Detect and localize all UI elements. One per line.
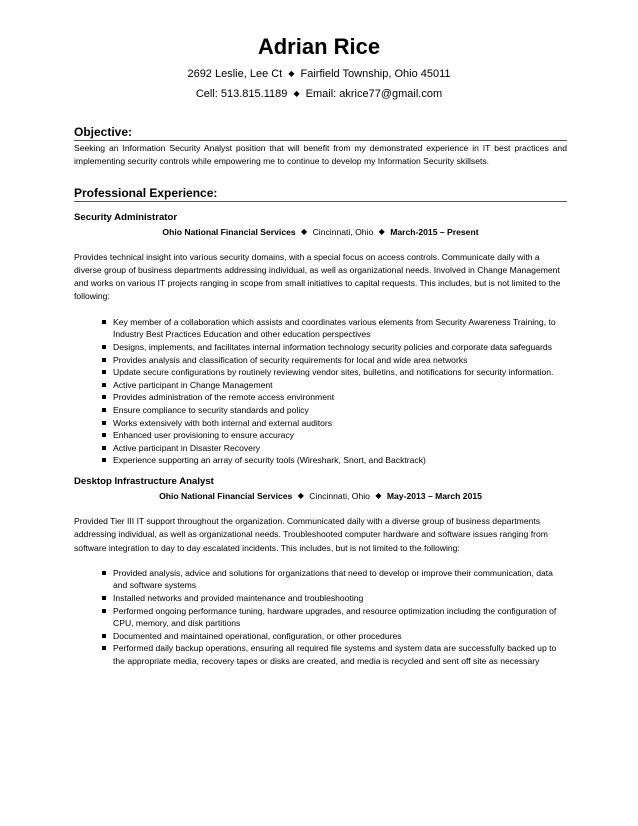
bullet-item	[102, 605, 567, 630]
separator-diamond-icon: ◆	[297, 490, 304, 500]
job-company: Ohio National Financial Services	[159, 490, 293, 501]
cell-phone: Cell: 513.815.1189	[195, 88, 288, 100]
separator-diamond-icon: ◆	[293, 89, 300, 98]
square-bullet-icon	[102, 408, 106, 412]
square-bullet-icon	[102, 345, 106, 349]
objective-text: Seeking an Information Security Analyst position that will benefit from my demonstrated experience in IT best practices and implementing security controls while empowering me to continue to develop my Information Security skillsets.	[74, 143, 567, 167]
job-location: Cincinnati, Ohio	[309, 490, 370, 501]
email-address: Email: akrice77@gmail.com	[305, 88, 443, 100]
bullet-text: Ensure compliance to security standards and policy	[113, 404, 309, 415]
square-bullet-icon	[102, 446, 106, 450]
contact-line	[0, 84, 638, 104]
job-description: Provides technical insight into various security domains, with a special focus on access controls. Communicate daily with a diverse group of business departments addressing individual, as well as organizational needs. Involved in Change Management and works on various IT projects ranging in scope from small initiatives to capital requests. This includes, but is not limited to the following:	[74, 251, 561, 302]
square-bullet-icon	[102, 433, 106, 437]
street-address: 2692 Leslie, Lee Ct	[187, 68, 283, 80]
job-entry	[74, 475, 567, 668]
separator-diamond-icon: ◆	[301, 226, 308, 236]
job-description: Provided Tier III IT support throughout the organization. Communicated daily with a diverse group of business departments addressing individual, as well as organizational needs. Troubleshooted computer hardware and software issues ranging from software integration to day to day escalated incidents. This includes, but is not limited to the following:	[74, 515, 548, 553]
separator-diamond-icon: ◆	[375, 490, 382, 500]
resume-body	[74, 125, 567, 668]
bullet-text: Provides administration of the remote access environment	[113, 392, 335, 403]
job-location: Cincinnati, Ohio	[312, 226, 374, 237]
job-entry	[74, 211, 567, 467]
square-bullet-icon	[102, 458, 106, 462]
bullet-item	[102, 366, 567, 379]
bullet-text: Active participant in Disaster Recovery	[113, 442, 261, 453]
square-bullet-icon	[102, 395, 106, 399]
bullet-text: Performed daily backup operations, ensuring all required file systems and system data are successfully backed up to the appropriate media, recovery tapes or disks are created, and media is recycled and sent off site as necessary	[113, 643, 557, 666]
bullet-text: Enhanced user provisioning to ensure accuracy	[113, 430, 295, 441]
bullet-text: Key member of a collaboration which assists and coordinates various elements from Security Awareness Training, to Industry Best Practices Education and other education perspectives	[113, 316, 556, 340]
resume-header	[0, 0, 638, 104]
job-meta	[74, 225, 567, 239]
bullet-text: Active participant in Change Management	[113, 379, 273, 390]
bullet-item	[102, 354, 567, 367]
bullet-item	[102, 592, 567, 605]
bullet-item	[102, 642, 567, 667]
bullet-item	[102, 454, 567, 467]
bullet-item	[102, 391, 567, 404]
bullet-item	[102, 316, 567, 341]
square-bullet-icon	[102, 646, 106, 650]
bullet-item	[102, 630, 567, 643]
square-bullet-icon	[102, 609, 106, 613]
bullet-text: Works extensively with both internal and external auditors	[113, 417, 333, 428]
square-bullet-icon	[102, 421, 106, 425]
bullet-text: Update secure configurations by routinely reviewing vendor sites, bulletins, and notifications for security information.	[113, 367, 554, 378]
square-bullet-icon	[102, 571, 106, 575]
bullet-text: Installed networks and provided maintenance and troubleshooting	[113, 592, 364, 603]
bullet-item	[102, 404, 567, 417]
objective-heading: Objective:	[74, 125, 567, 141]
square-bullet-icon	[102, 320, 106, 324]
job-meta	[74, 489, 567, 503]
city-state-zip: Fairfield Township, Ohio 45011	[300, 68, 451, 80]
bullet-item	[102, 429, 567, 442]
bullet-text: Documented and maintained operational, configuration, or other procedures	[113, 630, 402, 641]
job-bullet-list	[74, 567, 567, 668]
square-bullet-icon	[102, 596, 106, 600]
bullet-item	[102, 379, 567, 392]
bullet-text: Performed ongoing performance tuning, hardware upgrades, and resource optimization including the configuration of CPU, memory, and disk partitions	[113, 605, 557, 629]
experience-heading: Professional Experience:	[74, 186, 567, 202]
job-title: Desktop Infrastructure Analyst	[74, 475, 214, 487]
bullet-item	[102, 567, 567, 592]
job-bullet-list	[74, 316, 567, 467]
job-company: Ohio National Financial Services	[162, 226, 296, 237]
job-dates: March-2015 – Present	[390, 226, 479, 237]
square-bullet-icon	[102, 358, 106, 362]
separator-diamond-icon: ◆	[378, 226, 385, 236]
candidate-name: Adrian Rice	[257, 34, 381, 59]
square-bullet-icon	[102, 634, 106, 638]
address-line	[0, 64, 638, 84]
separator-diamond-icon: ◆	[288, 69, 295, 78]
job-title: Security Administrator	[74, 211, 178, 223]
bullet-text: Designs, implements, and facilitates internal information technology security policies and corporate data safeguards	[113, 341, 552, 352]
bullet-text: Experience supporting an array of security tools (Wireshark, Snort, and Backtrack)	[113, 455, 426, 466]
square-bullet-icon	[102, 370, 106, 374]
bullet-text: Provides analysis and classification of security requirements for local and wide area networks	[113, 354, 468, 365]
bullet-text: Provided analysis, advice and solutions for organizations that need to develop or improve their communication, data and software systems	[113, 567, 553, 591]
job-dates: May-2013 – March 2015	[386, 490, 482, 501]
square-bullet-icon	[102, 383, 106, 387]
bullet-item	[102, 417, 567, 430]
bullet-item	[102, 442, 567, 455]
bullet-item	[102, 341, 567, 354]
